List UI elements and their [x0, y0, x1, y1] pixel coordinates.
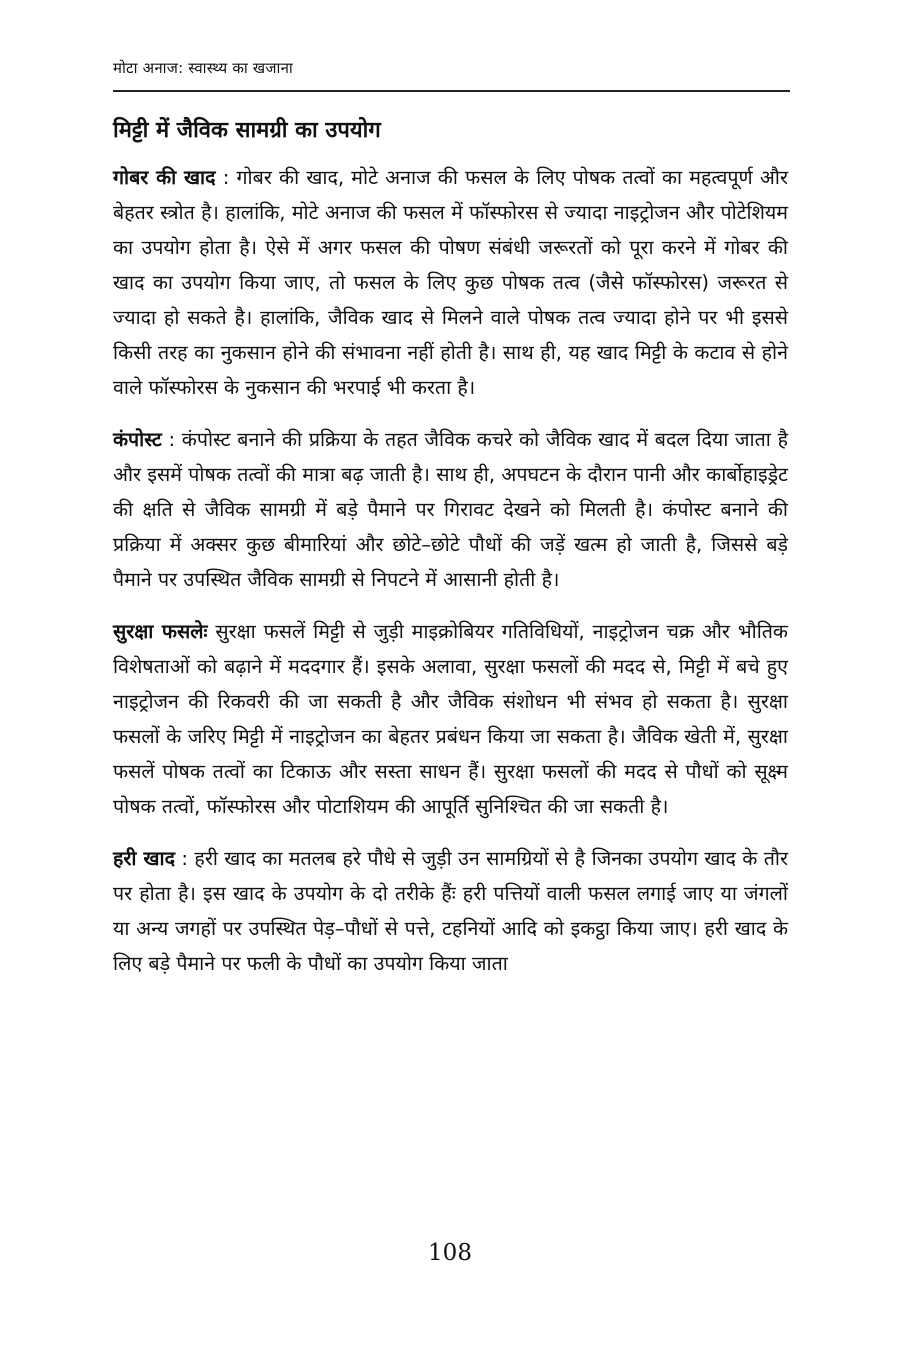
- running-header: मोटा अनाज: स्वास्थ्य का खजाना: [113, 59, 294, 77]
- paragraph-gobar-ki-khad: [113, 160, 788, 405]
- paragraph-hari-khad: [113, 841, 788, 981]
- paragraph-text: : हरी खाद का मतलब हरे पौधे से जुड़ी उन सामग्रियों से है जिनका उपयोग खाद के तौर पर होता है। इस खाद के उपयोग के दो तरीके हैंः हरी पत्तियों वाली फसल लगाई जाए या जंगलों या अन्य जगहों पर उपस्थित पेड़–पौधों से पत्ते, टहनियों आदि को इकट्ठा किया जाए। हरी खाद के लिए बड़े पैमाने पर फली के पौधों का उपयोग किया जाता: [113, 847, 788, 975]
- paragraph-term: गोबर की खाद: [113, 166, 216, 189]
- paragraph-suraksha-fasle: [113, 614, 788, 824]
- paragraph-term: हरी खाद: [113, 847, 175, 870]
- paragraph-compost: [113, 422, 788, 597]
- page-number: 108: [428, 1240, 472, 1266]
- paragraph-text: : गोबर की खाद, मोटे अनाज की फसल के लिए पोषक तत्वों का महत्वपूर्ण और बेहतर स्त्रोत है। हालांकि, मोटे अनाज की फसल में फॉस्फोरस से ज्यादा नाइट्रोजन और पोटेशियम का उपयोग होता है। ऐसे में अगर फसल की पोषण संबंधी जरूरतों को पूरा करने में गोबर की खाद का उपयोग किया जाए, तो फसल के लिए कुछ पोषक तत्व (जैसे फॉस्फोरस) जरूरत से ज्यादा हो सकते है। हालांकि, जैविक खाद से मिलने वाले पोषक तत्व ज्यादा होने पर भी इससे किसी तरह का नुकसान होने की संभावना नहीं होती है। साथ ही, यह खाद मिट्टी के कटाव से होने वाले फॉस्फोरस के नुकसान की भरपाई भी करता है।: [113, 166, 788, 399]
- paragraph-text: : कंपोस्ट बनाने की प्रक्रिया के तहत जैविक कचरे को जैविक खाद में बदल दिया जाता है और इसमें पोषक तत्वों की मात्रा बढ़ जाती है। साथ ही, अपघटन के दौरान पानी और कार्बोहाइड्रेट की क्षति से जैविक सामग्री में बड़े पैमाने पर गिरावट देखने को मिलती है। कंपोस्ट बनाने की प्रक्रिया में अक्सर कुछ बीमारियां और छोटे–छोटे पौधों की जड़ें खत्म हो जाती है, जिससे बड़े पैमाने पर उपस्थित जैविक सामग्री से निपटने में आसानी होती है।: [113, 428, 788, 591]
- paragraph-term: सुरक्षा फसलेः: [113, 620, 208, 643]
- body-text: [113, 160, 788, 998]
- paragraph-term: कंपोस्ट: [113, 428, 162, 451]
- paragraph-text: सुरक्षा फसलें मिट्टी से जुड़ी माइक्रोबियर गतिविधियों, नाइट्रोजन चक्र और भौतिक विशेषताओं को बढ़ाने में मददगार हैं। इसके अलावा, सुरक्षा फसलों की मदद से, मिट्टी में बचे हुए नाइट्रोजन की रिकवरी की जा सकती है और जैविक संशोधन भी संभव हो सकता है। सुरक्षा फसलों के जरिए मिट्टी में नाइट्रोजन का बेहतर प्रबंधन किया जा सकता है। जैविक खेती में, सुरक्षा फसलें पोषक तत्वों का टिकाऊ और सस्ता साधन हैं। सुरक्षा फसलों की मदद से पौधों को सूक्ष्म पोषक तत्वों, फॉस्फोरस और पोटाशियम की आपूर्ति सुनिश्चित की जा सकती है।: [113, 620, 788, 818]
- header-divider: [113, 90, 790, 92]
- section-title: मिट्टी में जैविक सामग्री का उपयोग: [113, 118, 381, 143]
